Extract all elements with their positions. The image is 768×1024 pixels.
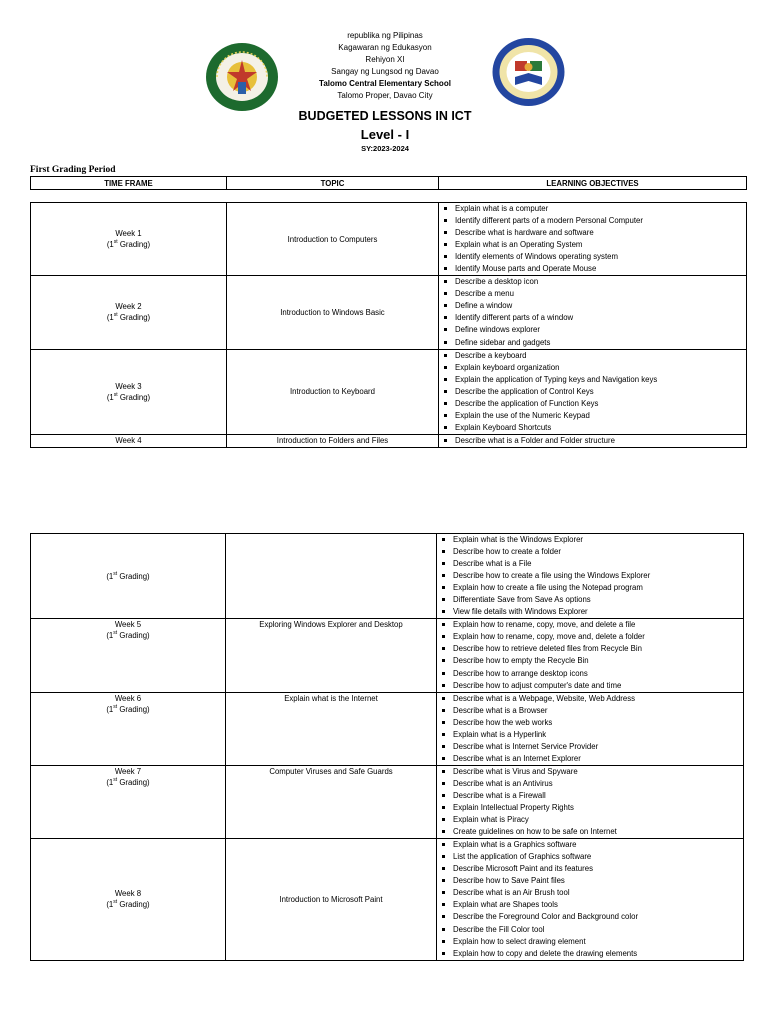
header-line: Sangay ng Lungsod ng Davao xyxy=(331,67,439,76)
topic-cell: Introduction to Keyboard xyxy=(227,349,439,434)
table-row xyxy=(31,203,747,276)
objectives-cell xyxy=(437,534,744,619)
topic-cell: Introduction to Microsoft Paint xyxy=(226,839,437,960)
lessons-table-1 xyxy=(30,176,747,448)
time-frame-cell xyxy=(31,534,226,619)
header-line: Kagawaran ng Edukasyon xyxy=(338,43,432,52)
table-row xyxy=(31,839,744,960)
objective-item: Describe the application of Control Keys xyxy=(455,386,746,398)
grading-suffix: Grading) xyxy=(117,392,151,402)
grading-superscript: st xyxy=(113,570,118,577)
grading-suffix: Grading) xyxy=(117,631,150,641)
objectives-list xyxy=(439,435,746,447)
grading-superscript: st xyxy=(113,391,118,398)
topic-cell: Introduction to Folders and Files xyxy=(227,434,439,447)
time-frame-cell xyxy=(31,692,226,765)
objective-item: Explain what is a computer xyxy=(455,203,746,215)
school-year: SY:2023-2024 xyxy=(361,144,409,153)
objectives-list xyxy=(439,350,746,434)
objective-item: Explain what is a Hyperlink xyxy=(453,729,743,741)
objective-item: Describe how to Save Paint files xyxy=(453,875,743,887)
objective-item: Create guidelines on how to be safe on Internet xyxy=(453,826,743,838)
objective-item: Identify elements of Windows operating system xyxy=(455,251,746,263)
topic-cell: Introduction to Computers xyxy=(227,203,439,276)
objective-item: Describe what is an Air Brush tool xyxy=(453,887,743,899)
objective-item: Explain how to rename, copy, move and, delete a folder xyxy=(453,631,743,643)
objective-item: Explain the application of Typing keys and Navigation keys xyxy=(455,374,746,386)
grading-superscript: st xyxy=(113,899,118,906)
objective-item: Describe what is an Antivirus xyxy=(453,778,743,790)
objective-item: Explain the use of the Numeric Keypad xyxy=(455,410,746,422)
objective-item: Explain how to create a file using the Notepad program xyxy=(453,582,743,594)
time-frame-cell xyxy=(31,839,226,960)
objectives-cell xyxy=(437,765,744,838)
grading-suffix: Grading) xyxy=(117,704,150,714)
column-header-topic: TOPIC xyxy=(227,177,439,190)
time-frame-cell xyxy=(31,619,226,692)
objective-item: Describe a desktop icon xyxy=(455,276,746,288)
week-label: Week 6 xyxy=(114,693,142,703)
grading-prefix: (1 xyxy=(106,631,114,641)
table-row xyxy=(31,349,747,434)
grading-prefix: (1 xyxy=(106,704,114,714)
grading-label xyxy=(31,899,225,910)
objectives-cell xyxy=(437,692,744,765)
objective-item: Describe what is a Firewall xyxy=(453,790,743,802)
grading-suffix: Grading) xyxy=(117,900,150,910)
time-frame-cell xyxy=(31,765,226,838)
objectives-cell xyxy=(439,349,747,434)
grading-prefix: (1 xyxy=(106,240,114,250)
table-row xyxy=(31,534,744,619)
table-row xyxy=(31,765,744,838)
week-label: Week 2 xyxy=(115,302,142,312)
week-label: Week 8 xyxy=(114,889,142,899)
letterhead xyxy=(230,30,540,102)
objective-item: Describe what is an Internet Explorer xyxy=(453,753,743,765)
grading-label xyxy=(31,704,225,715)
objective-item: Describe how to create a folder xyxy=(453,546,743,558)
objective-item: Explain what is the Windows Explorer xyxy=(453,534,743,546)
objectives-cell xyxy=(439,276,747,349)
topic-cell: Computer Viruses and Safe Guards xyxy=(226,765,437,838)
objectives-list xyxy=(439,203,746,275)
objective-item: Describe how to empty the Recycle Bin xyxy=(453,655,743,667)
objective-item: Differentiate Save from Save As options xyxy=(453,594,743,606)
objectives-list xyxy=(437,534,743,618)
objective-item: Identify Mouse parts and Operate Mouse xyxy=(455,263,746,275)
table-row xyxy=(31,619,744,692)
grading-suffix: Grading) xyxy=(117,777,150,787)
document-level: Level - I xyxy=(360,127,410,142)
objective-item: Explain how to select drawing element xyxy=(453,936,743,948)
objective-item: Describe Microsoft Paint and its features xyxy=(453,863,743,875)
school-name: Talomo Central Elementary School xyxy=(319,79,451,88)
objective-item: Describe what is Virus and Spyware xyxy=(453,766,743,778)
grading-label xyxy=(31,571,225,582)
objective-item: Describe how to arrange desktop icons xyxy=(453,668,743,680)
objective-item: Identify different parts of a window xyxy=(455,312,746,324)
objective-item: Describe how to create a file using the Windows Explorer xyxy=(453,570,743,582)
objective-item: Explain what are Shapes tools xyxy=(453,899,743,911)
grading-prefix: (1 xyxy=(106,900,114,910)
objectives-list xyxy=(437,766,743,838)
time-frame-cell xyxy=(31,349,227,434)
objective-item: Describe the application of Function Keys xyxy=(455,398,746,410)
objective-item: Define windows explorer xyxy=(455,324,746,336)
objectives-list xyxy=(437,693,743,765)
table-row xyxy=(31,434,747,447)
grading-superscript: st xyxy=(113,239,118,246)
table-row xyxy=(31,692,744,765)
grading-suffix: Grading) xyxy=(117,313,151,323)
objective-item: Describe what is Internet Service Provider xyxy=(453,741,743,753)
grading-prefix: (1 xyxy=(106,571,114,581)
objective-item: View file details with Windows Explorer xyxy=(453,606,743,618)
spacer-row xyxy=(31,190,747,203)
column-header-time-frame: TIME FRAME xyxy=(31,177,227,190)
grading-label xyxy=(31,392,226,403)
objectives-list xyxy=(437,619,743,691)
lessons-table-2 xyxy=(30,533,744,961)
objective-item: List the application of Graphics software xyxy=(453,851,743,863)
time-frame-cell xyxy=(31,276,227,349)
grading-superscript: st xyxy=(113,630,118,637)
grading-prefix: (1 xyxy=(106,777,114,787)
objective-item: Describe what is a Browser xyxy=(453,705,743,717)
grading-superscript: st xyxy=(113,312,118,319)
topic-cell xyxy=(226,534,437,619)
objective-item: Describe what is a Folder and Folder structure xyxy=(455,435,746,447)
header-line: Rehiyon XI xyxy=(365,55,405,64)
grading-prefix: (1 xyxy=(106,313,114,323)
objectives-cell xyxy=(437,839,744,960)
objective-item: Explain how to rename, copy, move, and delete a file xyxy=(453,619,743,631)
grading-suffix: Grading) xyxy=(117,240,151,250)
objective-item: Describe what is a Webpage, Website, Web Address xyxy=(453,693,743,705)
objectives-list xyxy=(439,276,746,348)
week-label: Week 5 xyxy=(114,620,142,630)
grading-prefix: (1 xyxy=(106,392,114,402)
grading-superscript: st xyxy=(113,703,118,710)
objective-item: Describe how to adjust computer's date and time xyxy=(453,680,743,692)
grading-label xyxy=(31,630,225,641)
week-label: Week 4 xyxy=(115,436,142,446)
objective-item: Describe the Foreground Color and Background color xyxy=(453,911,743,923)
grading-label xyxy=(31,777,225,788)
week-label: Week 1 xyxy=(115,229,142,239)
grading-label xyxy=(31,239,226,250)
topic-cell: Explain what is the Internet xyxy=(226,692,437,765)
objective-item: Define a window xyxy=(455,300,746,312)
objectives-list xyxy=(437,839,743,959)
objective-item: Explain keyboard organization xyxy=(455,362,746,374)
objectives-cell xyxy=(439,203,747,276)
grading-label xyxy=(31,312,226,323)
objective-item: Explain what is a Graphics software xyxy=(453,839,743,851)
objective-item: Explain Intellectual Property Rights xyxy=(453,802,743,814)
table-row xyxy=(31,276,747,349)
grading-period-label: First Grading Period xyxy=(30,165,116,175)
objective-item: Describe a keyboard xyxy=(455,350,746,362)
objectives-cell xyxy=(437,619,744,692)
objective-item: Describe what is hardware and software xyxy=(455,227,746,239)
objective-item: Describe how to retrieve deleted files from Recycle Bin xyxy=(453,643,743,655)
objective-item: Describe what is a File xyxy=(453,558,743,570)
topic-cell: Exploring Windows Explorer and Desktop xyxy=(226,619,437,692)
objective-item: Define sidebar and gadgets xyxy=(455,337,746,349)
school-address: Talomo Proper, Davao City xyxy=(337,91,433,100)
grading-superscript: st xyxy=(113,776,118,783)
objective-item: Describe a menu xyxy=(455,288,746,300)
grading-suffix: Grading) xyxy=(117,571,150,581)
objective-item: Explain Keyboard Shortcuts xyxy=(455,422,746,434)
header-line: republika ng Pilipinas xyxy=(347,31,423,40)
objective-item: Explain what is Piracy xyxy=(453,814,743,826)
week-label: Week 3 xyxy=(115,381,142,391)
time-frame-cell xyxy=(31,434,227,447)
objective-item: Explain how to copy and delete the drawing elements xyxy=(453,948,743,960)
column-header-learning-objectives: LEARNING OBJECTIVES xyxy=(439,177,747,190)
objective-item: Explain what is an Operating System xyxy=(455,239,746,251)
document-title: BUDGETED LESSONS IN ICT xyxy=(298,109,472,123)
objective-item: Identify different parts of a modern Personal Computer xyxy=(455,215,746,227)
week-label: Week 7 xyxy=(114,766,142,776)
topic-cell: Introduction to Windows Basic xyxy=(227,276,439,349)
time-frame-cell xyxy=(31,203,227,276)
objective-item: Describe the Fill Color tool xyxy=(453,924,743,936)
objective-item: Describe how the web works xyxy=(453,717,743,729)
objectives-cell xyxy=(439,434,747,447)
